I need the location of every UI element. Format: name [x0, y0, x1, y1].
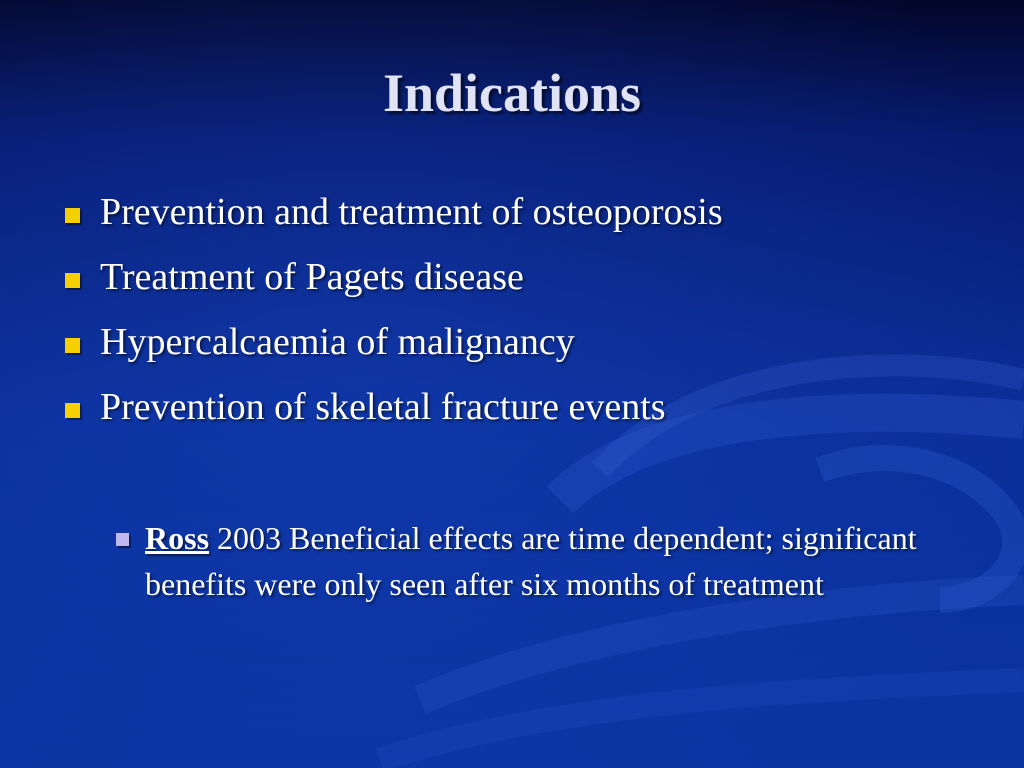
- citation-author: Ross: [145, 520, 210, 556]
- bullet-list: [62, 190, 992, 450]
- square-bullet-icon: [65, 273, 80, 288]
- bullet-text: Treatment of Pagets disease: [100, 256, 524, 298]
- bullet-item: [62, 320, 992, 385]
- slide-title: Indications: [382, 63, 642, 123]
- square-bullet-icon: [65, 208, 80, 223]
- square-sub-bullet-icon: [116, 533, 129, 546]
- bullet-item: [62, 385, 992, 450]
- square-bullet-icon: [65, 403, 80, 418]
- bullet-item: [62, 190, 992, 255]
- bullet-item: [62, 255, 992, 320]
- sub-bullet-list: [112, 515, 972, 607]
- bullet-text: Hypercalcaemia of malignancy: [100, 321, 575, 363]
- citation-text: 2003 Beneficial effects are time dependent; significant benefits were only seen after six months of treatment: [145, 520, 917, 602]
- bullet-text: Prevention of skeletal fracture events: [100, 386, 666, 428]
- square-bullet-icon: [65, 338, 80, 353]
- sub-bullet-item: [112, 515, 972, 607]
- bullet-text: Prevention and treatment of osteoporosis: [100, 191, 723, 233]
